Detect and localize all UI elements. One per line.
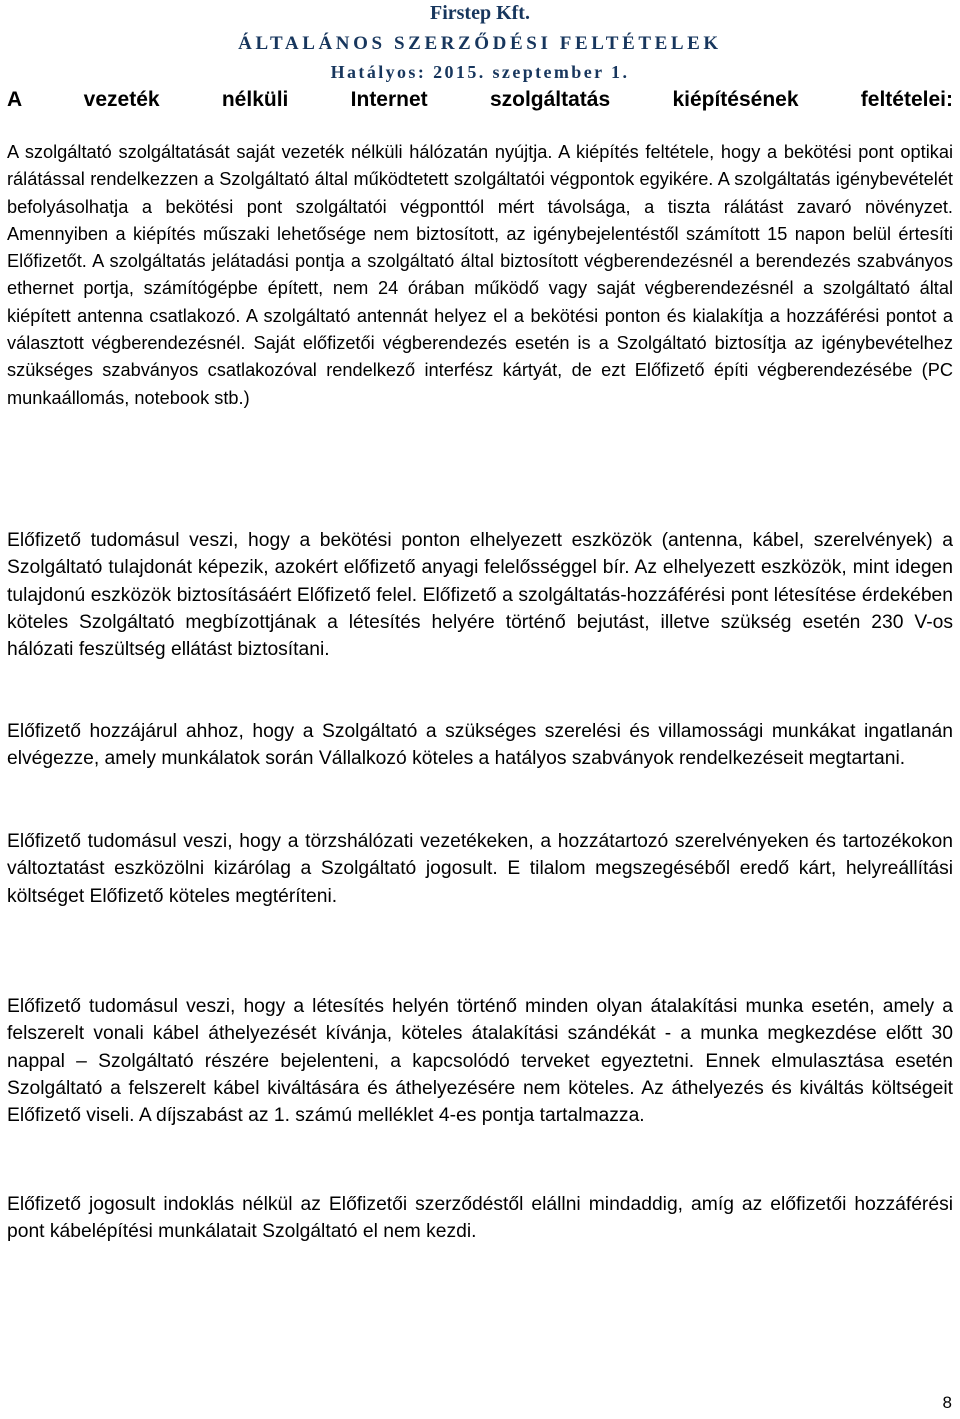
effective-date: Hatályos: 2015. szeptember 1.: [330, 62, 630, 82]
document-title: ÁLTALÁNOS SZERZŐDÉSI FELTÉTELEK: [238, 33, 722, 54]
paragraph-5-block: [7, 993, 953, 1129]
paragraph: Előfizető tudomásul veszi, hogy a törzshálózati vezetékeken, a hozzátartozó szerelvényeken és tartozékokon változtatást eszközölni kizárólag a Szolgáltató jogosult. E tilalom megszegéséből eredő kárt, helyreállítási költséget Előfizető köteles megtéríteni.: [7, 831, 953, 907]
company-name: Firstep Kft.: [430, 2, 530, 24]
section-title: A vezeték nélküli Internet szolgáltatás kiépítésének feltételei:: [7, 88, 953, 111]
paragraph-6-block: [7, 1191, 953, 1246]
paragraph: A szolgáltató szolgáltatását saját vezeték nélküli hálózatán nyújtja. A kiépítés feltétele, hogy a bekötési pont optikai rálátással rendelkezzen a Szolgáltató által működtetett szolgáltatói végpontok egyikére. A szolgáltatás igénybevételét befolyásolhatja a bekötési pont szolgáltatói végponttól mért távolsága, a tiszta rálátást zavaró növényzet. Amennyiben a kiépítés műszaki lehetősége nem biztosított, az igénybejelentéstől számított 15 napon belül értesíti Előfizetőt. A szolgáltatás jelátadási pontja a szolgáltató által biztosított végberendezésnél a berendezés szabványos ethernet portja, számítógépbe épített, nem 24 órában működő vagy saját végberendezésnél a szolgáltató által kiépített antenna csatlakozó. A szolgáltató antennát helyez el a bekötési ponton és kialakítja a hozzáférési pontot a választott végberendezésnél. Saját előfizetői végberendezés esetén is a Szolgáltató biztosítja az igénybevételhez szükséges szabványos csatlakozóval rendelkező interfész kártyát, de ezt Előfizető építi végberendezésébe (PC munkaállomás, notebook stb.): [7, 142, 953, 408]
page-number: 8: [942, 1393, 952, 1412]
paragraph-2-block: [7, 527, 953, 663]
paragraph: Előfizető hozzájárul ahhoz, hogy a Szolgáltató a szükséges szerelési és villamossági munkákat ingatlanán elvégezze, amely munkálatok során Vállalkozó köteles a hatályos szabványok rendelkezéseit megtartani.: [7, 721, 953, 770]
paragraph-1-block: [7, 139, 953, 412]
paragraph: Előfizető jogosult indoklás nélkül az Előfizetői szerződéstől elállni mindaddig, amíg az előfizetői hozzáférési pont kábelépítési munkálatait Szolgáltató el nem kezdi.: [7, 1194, 953, 1243]
paragraph: Előfizető tudomásul veszi, hogy a létesítés helyén történő minden olyan átalakítási munka esetén, amely a felszerelt vonali kábel áthelyezését kívánja, köteles átalakítási szándékát - a munka megkezdése előtt 30 nappal – Szolgáltató részére bejelenteni, a kapcsolódó terveket egyeztetni. Ennek elmulasztása esetén Szolgáltató a felszerelt kábel kiváltására és áthelyezésére nem köteles. Az áthelyezés és kiváltás költségeit Előfizető viseli. A díjszabást az 1. számú melléklet 4-es pontja tartalmazza.: [7, 996, 953, 1127]
paragraph-4-block: [7, 828, 953, 910]
paragraph-3-block: [7, 718, 953, 773]
paragraph: Előfizető tudomásul veszi, hogy a bekötési ponton elhelyezett eszközök (antenna, kábel, szerelvények) a Szolgáltató tulajdonát képezik, azokért előfizető anyagi felelősséggel bír. Az elhelyezett eszközök, mint idegen tulajdonú eszközök biztosításáért Előfizető felel. Előfizető a szolgáltatás-hozzáférési pont létesítése érdekében köteles Szolgáltató megbízottjának a létesítés helyére történő bejutást, illetve szükség esetén 230 V-os hálózati feszültség ellátást biztosítani.: [7, 530, 953, 661]
